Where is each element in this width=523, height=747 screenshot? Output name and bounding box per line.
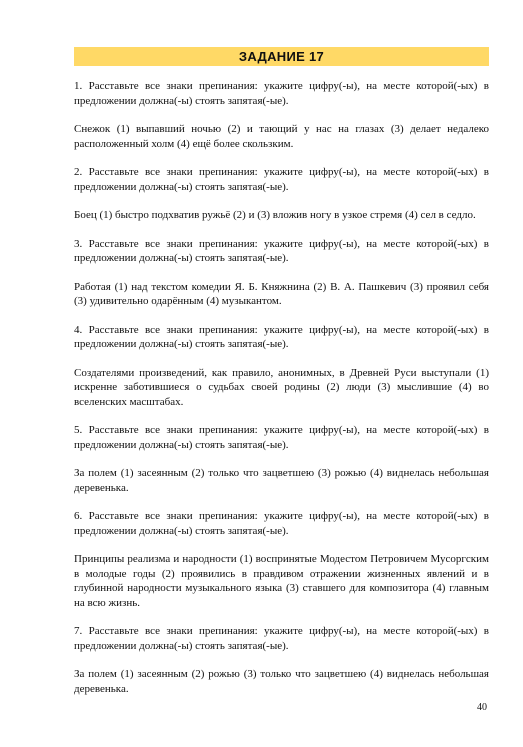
task-3-sentence: Работая (1) над текстом комедии Я. Б. Княжнина (2) В. А. Пашкевич (3) проявил себя (3) удивительно одарённым (4) музыкантом. bbox=[74, 280, 489, 307]
task-4-instruction: 4. Расставьте все знаки препинания: укажите цифру(-ы), на месте которой(-ых) в предложении должна(-ы) стоять запятая(-ые). bbox=[74, 323, 489, 350]
task-4-sentence: Создателями произведений, как правило, анонимных, в Древней Руси выступали (1) искренне заботившиеся о судьбах своей родины (2) люди (3) мыслившие (4) во вселенских масштабах. bbox=[74, 366, 489, 408]
task-1-instruction: 1. Расставьте все знаки препинания: укажите цифру(-ы), на месте которой(-ых) в предложении должна(-ы) стоять запятая(-ые). bbox=[74, 80, 489, 107]
task-5-instruction: 5. Расставьте все знаки препинания: укажите цифру(-ы), на месте которой(-ых) в предложении должна(-ы) стоять запятая(-ые). bbox=[74, 424, 489, 451]
task-title: ЗАДАНИЕ 17 bbox=[74, 47, 489, 66]
task-6-sentence: Принципы реализма и народности (1) воспринятые Модестом Петровичем Мусоргским в молодые годы (2) проявились в правдивом отражении жизненных явлений и в глубинной народности музыкального языка (3) ставшего для композитора (4) главным на всю жизнь. bbox=[74, 553, 489, 609]
task-6-instruction: 6. Расставьте все знаки препинания: укажите цифру(-ы), на месте которой(-ых) в предложении должна(-ы) стоять запятая(-ые). bbox=[74, 510, 489, 537]
worksheet bbox=[74, 47, 489, 710]
task-2-instruction: 2. Расставьте все знаки препинания: укажите цифру(-ы), на месте которой(-ых) в предложении должна(-ы) стоять запятая(-ые). bbox=[74, 166, 489, 193]
task-7-sentence: За полем (1) засеянным (2) рожью (3) только что зацветшею (4) виднелась небольшая деревенька. bbox=[74, 668, 489, 695]
task-1-sentence: Снежок (1) выпавший ночью (2) и тающий у нас на глазах (3) делает недалеко расположенный холм (4) ещё более скользким. bbox=[74, 123, 489, 150]
task-3-instruction: 3. Расставьте все знаки препинания: укажите цифру(-ы), на месте которой(-ых) в предложении должна(-ы) стоять запятая(-ые). bbox=[74, 237, 489, 264]
task-list bbox=[74, 79, 489, 696]
task-2-sentence: Боец (1) быстро подхватив ружьё (2) и (3) вложив ногу в узкое стремя (4) сел в седло. bbox=[74, 209, 476, 221]
task-7-instruction: 7. Расставьте все знаки препинания: укажите цифру(-ы), на месте которой(-ых) в предложении должна(-ы) стоять запятая(-ые). bbox=[74, 625, 489, 652]
task-5-sentence: За полем (1) засеянным (2) только что зацветшею (3) рожью (4) виднелась небольшая деревенька. bbox=[74, 467, 489, 494]
page-number: 40 bbox=[477, 702, 487, 713]
